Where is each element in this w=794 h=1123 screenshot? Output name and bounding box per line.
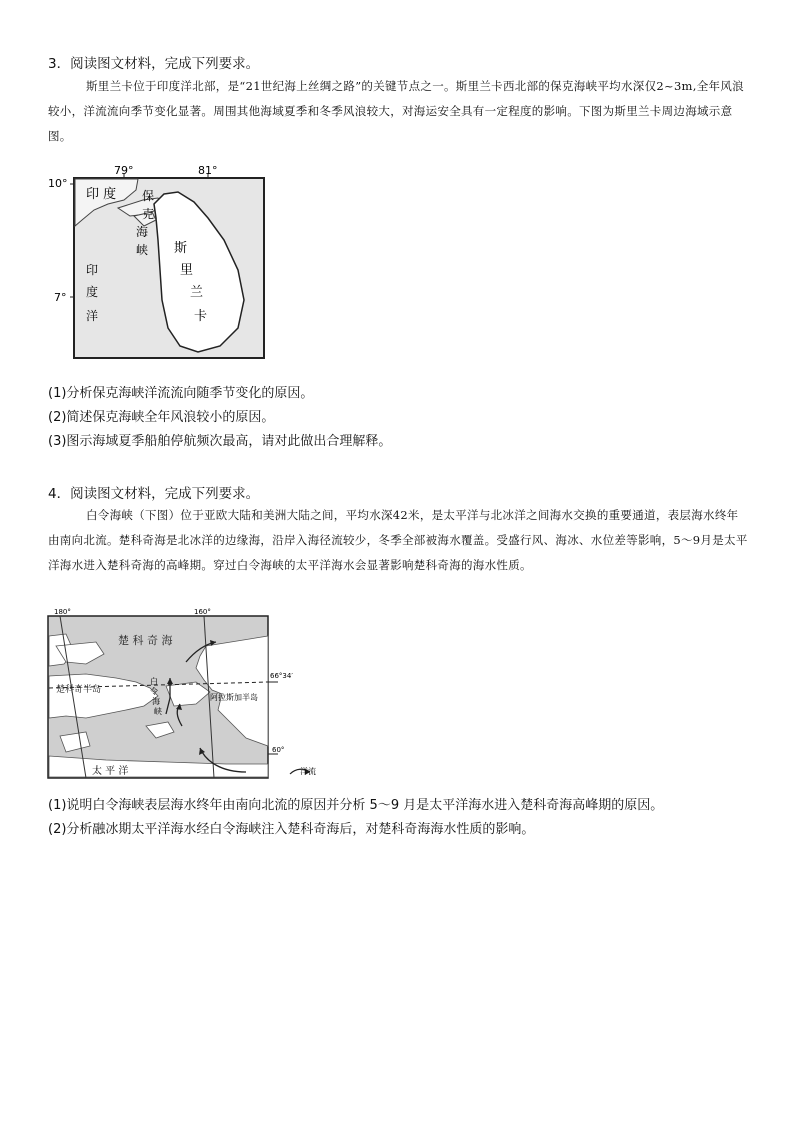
question-4-material [48,503,748,578]
bering-strait-map [46,606,336,782]
label-ocean-1: 印 [86,263,99,277]
label-bering-strait-4: 峡 [154,707,162,716]
label-chukotka-peninsula: 楚科奇半岛 [56,685,102,695]
label-strait-2: 克 [142,207,155,221]
lon-label-160: 160° [194,608,211,616]
label-bering-strait-2: 令 [150,687,158,696]
question-4-sub-2: (2)分析融冰期太平洋海水经白令海峡注入楚科奇海后，对楚科奇海海水性质的影响。 [48,822,535,837]
legend-ocean-current-label: 洋流 [300,767,316,776]
lon-label-81: 81° [198,164,218,177]
label-island-4: 卡 [194,309,208,324]
question-3-sub-3: (3)图示海域夏季船舶停航频次最高，请对此做出合理解释。 [48,434,392,449]
question-3-material-text: 斯里兰卡位于印度洋北部，是“21世纪海上丝绸之路”的关键节点之一。斯里兰卡西北部的保克海峡平均水深仅2~3m,全年风浪较小，洋流流向季节变化显著。周围其他海域夏季和冬季风浪较大，对海运安全具有一定程度的影响。下图为斯里兰卡周边海域示意图。 [48,79,744,143]
question-3-sub-2: (2)简述保克海峡全年风浪较小的原因。 [48,410,275,425]
label-pacific-ocean: 太 平 洋 [92,766,129,777]
label-ocean-2: 度 [86,285,99,299]
label-bering-strait-3: 海 [152,697,160,706]
sri-lanka-map [48,160,268,364]
label-strait-1: 保 [142,189,155,203]
label-strait-3: 海 [136,225,149,239]
label-bering-strait-1: 白 [150,677,158,686]
label-island-1: 斯 [174,241,188,256]
question-4-material-text: 白令海峡（下图）位于亚欧大陆和美洲大陆之间，平均水深42米，是太平洋与北冰洋之间海水交换的重要通道，表层海水终年由南向北流。楚科奇海是北冰洋的边缘海，沿岸入海径流较少，冬季全部被海水覆盖。受盛行风、海冰、水位差等影响，5～9月是太平洋海水进入楚科奇海的高峰期。穿过白令海峡的太平洋海水会显著影响楚科奇海的海水性质。 [48,508,748,572]
label-ocean-3: 洋 [86,309,99,323]
label-island-2: 里 [180,263,194,278]
label-strait-4: 峡 [136,243,149,257]
label-chukchi-sea: 楚 科 奇 海 [118,634,173,647]
lat-label-10: 10° [48,177,68,190]
lat-label-60: 60° [272,746,285,754]
question-3-sub-1: (1)分析保克海峡洋流流向随季节变化的原因。 [48,386,314,401]
label-island-3: 兰 [190,285,204,300]
lat-label-66: 66°34′ [270,672,293,680]
lon-label-180: 180° [54,608,71,616]
question-4-title: 4．阅读图文材料，完成下列要求。 [48,486,260,502]
question-4-sub-1: (1)说明白令海峡表层海水终年由南向北流的原因并分析 5～9 月是太平洋海水进入楚科奇海高峰期的原因。 [48,798,664,813]
lon-label-79: 79° [114,164,134,177]
question-3-material [48,74,748,149]
lat-label-7: 7° [54,291,67,304]
label-india: 印 度 [86,187,117,202]
label-alaska-peninsula: 阿拉斯加半岛 [210,693,258,702]
question-3-title: 3．阅读图文材料，完成下列要求。 [48,56,260,72]
